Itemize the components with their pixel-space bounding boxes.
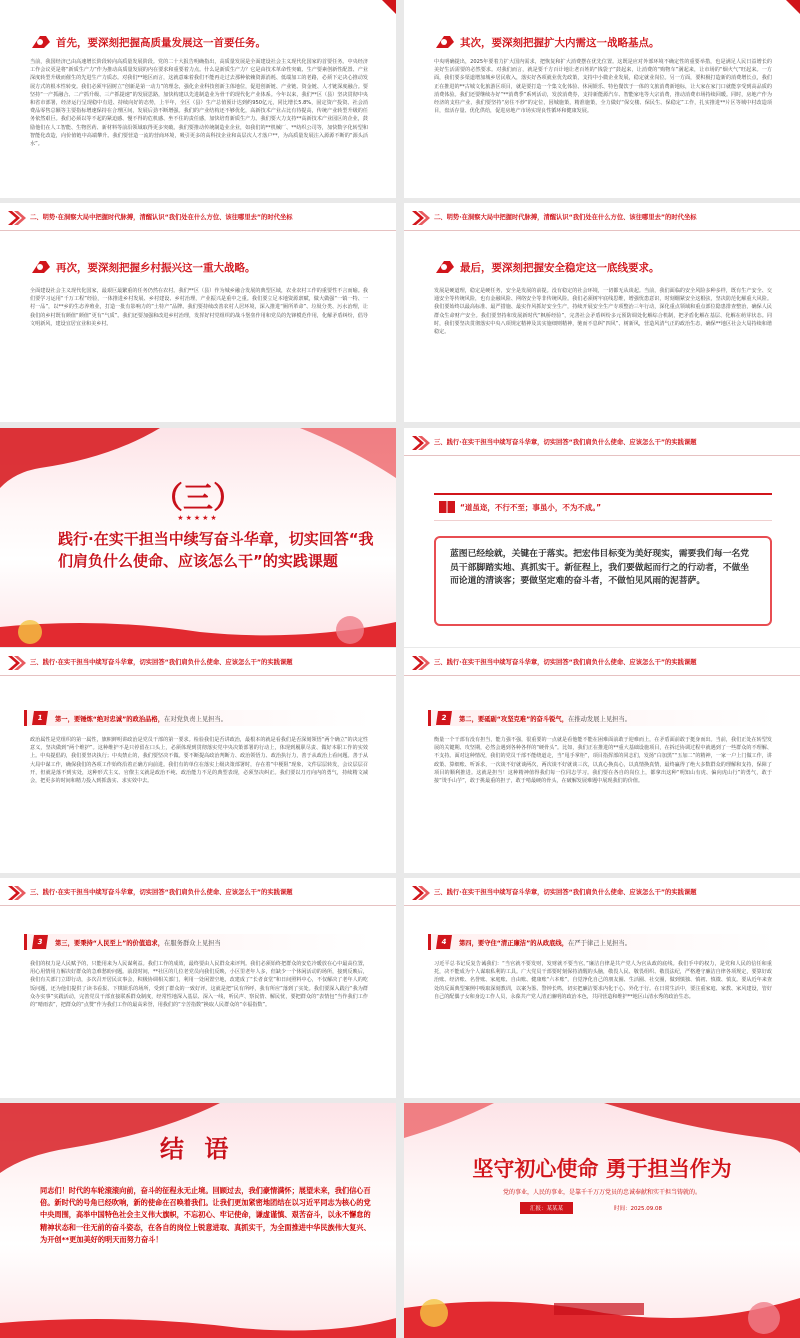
ribbon-decoration [0,1308,396,1338]
header-title: 三、践行·在实干担当中续写奋斗华章，切实回答“我们肩负什么使命、应该怎么干”的实践课题 [30,659,293,666]
point-number: 1 [32,711,48,725]
ending-title: 坚守初心使命 勇于担当作为 [472,1157,732,1181]
chevron-icon [410,209,430,227]
point-heading [24,710,372,726]
quote-box: 蓝图已经绘就，关键在于落实。把宏伟目标变为美好现实，需要我们每一名党员干部脚踏实地、真抓实干。新征程上，我们要做起而行之的行动者，不做坐而论道的清谈客；要做坚定难的奋斗者，不做怕见风雨的泥菩萨。 [434,536,772,626]
slide-header [404,203,800,233]
body-text: 全面建设社会主义现代化国家，最艰巨最繁重的任务仍然在农村。我们**区（县）作为城乡融合发展的典型区域，农业农村工作的重要性不言而喻。我们要学习运用“千万工程”经验，一体推进乡村发展、乡村建设、乡村治理，产业振兴是重中之重。我们要立足本地资源禀赋，做大做强“一镇一特、一村一品”，以**乡的生态养殖业，打造一批有影响力的“土特产”品牌。我们要持续改善农村人居环境，深入推进“厕所革命”、垃圾分类、污水治理，让我们的乡村既有颜值“颜值”更有“气质”。我们还要加强和改进乡村治理，发挥好村党组织的战斗堡垒作用和党员的先锋模范作用，化解矛盾纠纷，倡导文明新风，建设宜居宜业和美乡村。 [30,288,368,327]
city-skyline-decoration [0,602,396,647]
point-title-main: 第二，要砥砺“攻坚克难”的奋斗锐气， [459,715,569,723]
chapter-number: （三） [153,481,243,516]
point-title-sub: 在严于律己上见担当。 [568,939,631,947]
section-heading-text: 其次，要深刻把握扩大内需这一战略基点。 [460,36,660,49]
book-icon [438,498,456,516]
slide-4 [404,203,800,422]
party-emblem-icon [434,259,456,275]
point-title-main: 第四，要守住“清正廉洁”的从政底线， [459,939,569,947]
conclusion-body: 同志们！时代的车轮滚滚向前，奋斗的征程永无止境。回顾过去，我们豪情满怀；展望未来，我们信心百倍。新时代的号角已经吹响，新的使命在召唤着我们。让我们更加紧密地团结在以习近平同志为核心的党中央周围，高举中国特色社会主义伟大旗帜，不忘初心、牢记使命，谦虚谨慎、艰苦奋斗，以永不懈怠的精神状态和一往无前的奋斗姿态，在各自的岗位上锐意进取、真抓实干，为全面推进中华民族伟大复兴、为开创**更加美好的明天而努力奋斗！ [40,1186,371,1244]
header-divider [0,230,396,231]
point-title-sub: 在推动发展上见担当。 [568,715,631,723]
party-emblem-icon [434,34,456,50]
chevron-icon [6,654,26,672]
header-divider [404,455,800,456]
party-emblem-icon [30,34,52,50]
corner-decoration [786,0,800,14]
point-heading [428,934,776,950]
header-divider [404,905,800,906]
header-title: 三、践行·在实干担当中续写奋斗华章，切实回答“我们肩负什么使命、应该怎么干”的实践课题 [434,439,697,446]
section-heading-text: 最后，要深刻把握安全稳定这一底线要求。 [460,261,660,274]
point-title-sub: 在服务群众上见担当 [164,939,221,947]
header-divider [0,675,396,676]
ending-date: 时间：2025.09.08 [614,1206,662,1212]
header-title: 三、践行·在实干担当中续写奋斗华章，切实回答“我们肩负什么使命、应该怎么干”的实践课题 [434,889,697,896]
point-title [459,938,631,947]
section-heading [434,34,660,50]
header-title: 三、践行·在实干担当中续写奋斗华章，切实回答“我们肩负什么使命、应该怎么干”的实践课题 [30,889,293,896]
body-text: 习近平总书记反复告诫我们：“当官就不要发财，发财就不要当官。”廉洁自律是共产党人为官从政的底线。我们手中的权力，是党和人民的信任和重托，决不能成为个人谋取私利的工具。广大党员干部要时刻保持清醒的头脑，敬畏人民、敬畏组织、敬畏法纪，严格遵守廉洁自律各项规定，要算好政治账、经济账、名誉账、家庭账、自由账、健康账“六本账”，自觉净化自己的朋友圈、生活圈、社交圈，做到慎独、慎初、慎微、慎友。要从近年来查处的反面典型案例中吸取深刻教训，以案为鉴、警钟长鸣，切实把廉洁要求内化于心、外化于行。在日常生活中，要注重家庭、家教、家风建设，管好自己的配偶子女和身边工作人员，永葆共产党人清正廉明的政治本色，共同营造和维护**地区山清水秀的政治生态。 [434,961,772,1000]
point-slide-1 [0,648,396,873]
header-title: 二、明势·在洞察大局中把握时代脉搏，清醒认识“我们处在什么方位、该往哪里去”的时代坐标 [30,214,293,221]
slide-header [0,878,396,908]
section-heading [434,259,660,275]
corner-decoration [382,0,396,14]
conclusion-slide [0,1103,396,1338]
point-number: 4 [436,935,452,949]
section-heading-text: 再次，要深刻把握乡村振兴这一重大战略。 [56,261,256,274]
body-text: 中央明确提出，2025年要着力扩大国内需求，把恢复和扩大消费摆在优先位置。这既是应对外部环境不确定性的重要举措，也是满足人民日益增长的美好生活需要的必然要求。对我们而言，就是要千方百计地让老百姓的“钱袋子”鼓起来，让消费的“购物车”满起来，让市场的“烟火气”旺起来。一方面，我们要多渠道增加城乡居民收入，落实好各项就业优先政策，支持中小微企业发展，稳定就业岗位。另一方面，要积极打造新的消费增长点，我们正在推进的**古城文化旅游区项目，就是要打造一个集文化体验、休闲娱乐、特色餐饮于一体的文旅消费新地标，让大家在家门口就能享受到高品质的消费体验。我们还要继续办好“**消费季”系列活动，发放消费券，支持新能源汽车、智能家电等大宗消费，推动消费市场持续回暖。同时，房地产作为经济的支柱产业，我们要坚持“房住不炒”的定位，因城施策，精准施策，全力做好“保交楼、保民生、保稳定”工作，扎实推进**片区等城中村改造项目，盘活存量、优化供给，促进房地产市场实现良性循环和健康发展。 [434,59,772,115]
point-title [459,714,631,723]
point-title-main: 第一，要锤炼“绝对忠诚”的政治品格， [55,715,165,723]
body-text: 我们的权力是人民赋予的，只能用来为人民谋利益。我们工作的成效，最终要由人民群众来评判。我们必须始终把群众的安危冷暖放在心中最高位置，用心用情用力解决好群众的急难愁盼问题。前段时间，**社区的几位老党员向我们反映，小区里老年人多，但缺少一个休闲活动的场所，接到反映后，我们有关部门立即行动，多次召开居民议事会，积极协调相关部门，利用一处闲置空地，改建成了“长者食堂”和日间照料中心，不仅解决了老年人的吃饭问题，还为他们提供了读书看报、下棋娱乐的场所，受到了群众的一致好评。这就是把“民有所呼，我有所应”落到了实处。我们要深入践行“我为群众办实事”实践活动，完善党员干部直接联系群众制度，经常性地深入基层、深入一线，听民声、察民情、解民忧，要把群众的“表情包”当作我们工作的“晴雨表”，把群众的“点赞”作为我们工作的最高荣誉，用我们的“辛苦指数”换取人民群众的“幸福指数”。 [30,961,368,1009]
header-title: 二、明势·在洞察大局中把握时代脉搏，清醒认识“我们处在什么方位、该往哪里去”的时代坐标 [434,214,697,221]
section-heading [30,34,266,50]
flag-decoration [404,1103,800,1153]
point-heading [428,710,776,726]
point-title-sub: 在对党负责上见担当。 [164,715,227,723]
quote-headline: “道虽迩，不行不至；事虽小，不为不成。” [460,503,602,512]
point-number: 2 [436,711,452,725]
chapter-stars: ★★★★★ [177,514,219,522]
body-text: 当前，我国经济已由高速增长阶段转向高质量发展阶段。党的二十大报告明确指出，高质量发展是全面建设社会主义现代化国家的首要任务。中央经济工作会议更是将“新质生产力”作为推动高质量发展的内在要求和重要着力点。什么是新质生产力？它是由技术革命性突破、生产要素创新性配置、产业深度转型升级而催生的先进生产力质态。对我们**地区而言，这就意味着我们不能再走过去那种依赖资源消耗、低端加工的老路，必须下定决心推动发展方式的根本性转变。我们必须牢固树立“创新是第一动力”的理念，强化企业科技创新主体地位，促进创新链、产业链、资金链、人才链深度融合。要坚持“一产抓融合、二产抓升级、三产抓提速”的发展思路，加快构建以先进制造业为骨干的现代化产业体系。今年以来，我们**区（县）坚决贯彻中央和省市部署，经济运行呈现稳中有进、持续向好的态势，上半年，全区（县）生产总值预计达到约950亿元，同比增长5.8%，固定资产投资、社会消费品零售总额等主要指标增速保持在合理区间，发展后劲不断增强。我们的产业结构还不够优化，高新技术产业占比有待提高，传统产业转型升级的任务依然艰巨。我们必须以等不起的紧迫感、慢不得的危机感、坐不住的责任感，加快培育新质生产力。我们要大力支持**高新技术产业园区的企业，鼓励他们在人工智能、生物医药、新材料等前沿领域取得更多突破。我们要推动传统制造业企业，如我们的**机械厂、**纺织公司等，加快数字化转型和智能化改造，向价值链中高端攀升。我们要营造一流的营商环境，吸引更多的高科技企业和高层次人才落户**，为高质量发展注入源源不断的“源头活水”。 [30,59,368,148]
chevron-icon [6,209,26,227]
ending-author: 汇报：某某某 [520,1202,573,1214]
slide-header [404,0,800,30]
point-title [55,714,227,723]
ending-subtitle: 党的事业，人民的事业，是靠千千万万党员的忠诚奉献和实干担当铸就的。 [502,1189,701,1196]
point-slide-2 [404,648,800,873]
section-heading-text: 首先，要深刻把握高质量发展这一首要任务。 [56,36,266,49]
party-emblem-icon [30,259,52,275]
ending-slide [404,1103,800,1338]
header-divider [0,905,396,906]
body-text: 发展是硬道理，稳定是硬任务，安全是发展的前提。没有稳定的社会环境，一切都无从谈起。当前，我们面临的安全风险多种多样，既有生产安全、交通安全等传统风险，也有金融风险、网络安全等非传统风险。我们必须树牢底线思维，增强忧患意识，时刻绷紧安全这根弦，坚决防范化解重大风险。我们要始终以最高标准、最严措施、最实作风抓好安全生产，持续开展安全生产专项整治三年行动，深化重点领域和重点部位隐患排查整治，确保人民群众生命财产安全。我们要坚持和发展新时代“枫桥经验”，完善社会矛盾纠纷多元预防调处化解综合机制，把矛盾化解在基层、化解在萌芽状态。同时，我们要坚决贯彻落实中央八项规定精神及其实施细则精神，驰而不息纠“四风”、树新风，营造风清气正的政治生态，确保**地区社会大局持续和谐稳定。 [434,288,772,336]
chevron-icon [6,884,26,902]
section-heading [30,259,256,275]
slide-3 [0,203,396,422]
quote-headline-bar [434,493,772,521]
point-title [55,938,221,947]
point-title-main: 第三，要秉持“人民至上”的价值追求， [55,939,165,947]
point-heading [24,934,372,950]
city-skyline-decoration [404,1258,800,1338]
header-divider [404,675,800,676]
slide-header [404,428,800,458]
slide-header [0,203,396,233]
header-divider [404,230,800,231]
slide-header [404,878,800,908]
chevron-icon [410,654,430,672]
slide-1 [0,0,396,198]
body-text: 衡量一个干部有没有担当，能力强不强，很重要的一点就是看他能不能在困难面前敢于迎难而上，在矛盾面前敢于挺身而出。当前，我们正处在转型发展的关键期、攻坚期，必然会遇到各种各样的“硬骨头”。比如，我们正在推进的**重大基础设施项目，在拆迁协调过程中就遇到了一些群众的不理解、不支持。面对这种情况，我们的党员干部不能绕道走，当“甩手掌柜”，项目指挥部的同志们，发扬“白加黑”“五加二”的精神，一家一户上门做工作，讲政策、算细账、听诉求，一次谈不好就谈两次，两次谈不好就谈三次，以真心换真心，以真情换真情，最终赢得了绝大多数群众的理解和支持，保障了项目的顺利推进。这就是担当！这种精神值得我们每一位同志学习。我们要在各自的岗位上，都拿出这种“明知山有虎、偏向虎山行”的勇气，敢于接“烫手山芋”，敢于挑最重的担子，敢于啃最硬的骨头，在破解发展难题中展现我们的价值。 [434,737,772,785]
slide-header [404,648,800,678]
quote-slide [404,428,800,647]
conclusion-title: 结 语 [160,1135,235,1163]
slide-2 [404,0,800,198]
chapter-slide [0,428,396,647]
point-slide-3 [0,878,396,1098]
slide-header [0,648,396,678]
point-slide-4 [404,878,800,1098]
header-title: 三、践行·在实干担当中续写奋斗华章，切实回答“我们肩负什么使命、应该怎么干”的实践课题 [434,659,697,666]
chapter-title: 践行·在实干担当中续写奋斗华章，切实回答“我们肩负什么使命、应该怎么干”的实践课题 [58,530,374,570]
chevron-icon [410,434,430,452]
point-number: 3 [32,935,48,949]
chevron-icon [410,884,430,902]
body-text: 政治属性是党组织的第一属性，旗帜鲜明讲政治是党员干部的第一要求。检验我们是否讲政治，最根本的就是看我们是否深刻领悟“两个确立”的决定性意义，坚决做到“两个维护”。这种维护不是只停留在口头上，必须体现到贯彻落实党中央决策部署的行动上，体现到履职尽责、做好本职工作的实效上。中央提倡的，我们要坚决执行；中央禁止的，我们要坚决不做。要不断提高政治判断力、政治领悟力、政治执行力，善于从政治上看问题。善于从大局中谋工作，确保我们的各项工作始终沿着正确方向前进。我们有的单位在落实上级决策部署时，存在着“中梗阻”现象，文件层层转发，会议层层召开，但就是落不到实处，这种形式主义、官僚主义就是政治不纯、政治能力不足的典型表现，必须坚决纠正。我们要以刀刃向内的勇气，持续精文减会，把更多的时间和精力投入到抓落实、求实效中去。 [30,737,368,785]
slide-header [0,0,396,30]
